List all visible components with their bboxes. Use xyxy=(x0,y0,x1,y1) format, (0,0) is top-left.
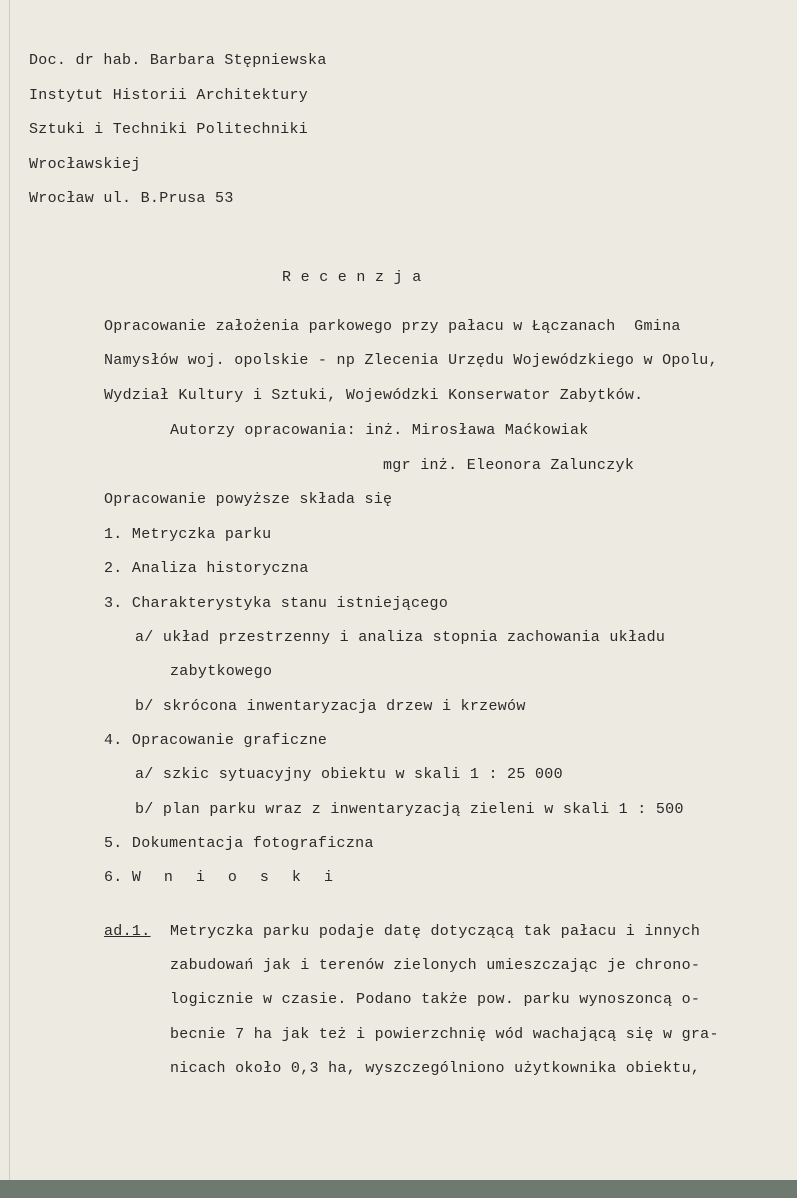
ad1-line-1: Metryczka parku podaje datę dotyczącą tak pałacu i innych xyxy=(170,923,701,940)
document-title: R e c e n z j a xyxy=(282,269,422,286)
header-line-1: Doc. dr hab. Barbara Stępniewska xyxy=(29,52,327,69)
item-1: 1. Metryczka parku xyxy=(104,526,272,543)
item-6-number: 6. xyxy=(104,869,123,886)
page-margin-line xyxy=(9,0,10,1198)
intro-line-1: Opracowanie założenia parkowego przy pałacu w Łączanach Gmina xyxy=(104,318,681,335)
item-3: 3. Charakterystyka stanu istniejącego xyxy=(104,595,449,612)
author-2-line: mgr inż. Eleonora Zalunczyk xyxy=(383,457,635,474)
ad1-line-5: nicach około 0,3 ha, wyszczególniono użytkownika obiektu, xyxy=(170,1060,701,1077)
intro-line-3: Wydział Kultury i Sztuki, Wojewódzki Konserwator Zabytków. xyxy=(104,387,644,404)
item-6-text: W n i o s k i xyxy=(131,869,340,886)
authors-line: Autorzy opracowania: inż. Mirosława Maćkowiak xyxy=(170,422,589,439)
intro-line-2: Namysłów woj. opolskie - np Zlecenia Urzędu Wojewódzkiego w Opolu, xyxy=(104,352,718,369)
item-4b: b/ plan parku wraz z inwentaryzacją zieleni w skali 1 : 500 xyxy=(135,801,684,818)
item-3a-line-2: zabytkowego xyxy=(170,663,273,680)
ad1-label: ad.1. xyxy=(104,923,151,940)
item-3a-line-1: a/ układ przestrzenny i analiza stopnia zachowania układu xyxy=(135,629,666,646)
item-6 xyxy=(104,868,340,888)
item-4a: a/ szkic sytuacyjny obiektu w skali 1 : 25 000 xyxy=(135,766,563,783)
item-5: 5. Dokumentacja fotograficzna xyxy=(104,835,374,852)
header-line-5: Wrocław ul. B.Prusa 53 xyxy=(29,190,234,207)
header-line-3: Sztuki i Techniki Politechniki xyxy=(29,121,309,138)
contents-heading: Opracowanie powyższe składa się xyxy=(104,491,393,508)
item-2: 2. Analiza historyczna xyxy=(104,560,309,577)
ad1-line-2: zabudowań jak i terenów zielonych umieszczając je chrono- xyxy=(170,957,701,974)
scan-bottom-edge xyxy=(0,1180,797,1198)
header-line-2: Instytut Historii Architektury xyxy=(29,87,309,104)
ad1-line-3: logicznie w czasie. Podano także pow. parku wynoszoncą o- xyxy=(170,991,701,1008)
header-line-4: Wrocławskiej xyxy=(29,156,141,173)
ad1-line-4: becnie 7 ha jak też i powierzchnię wód wachającą się w gra- xyxy=(170,1026,719,1043)
item-3b: b/ skrócona inwentaryzacja drzew i krzewów xyxy=(135,698,526,715)
item-4: 4. Opracowanie graficzne xyxy=(104,732,328,749)
